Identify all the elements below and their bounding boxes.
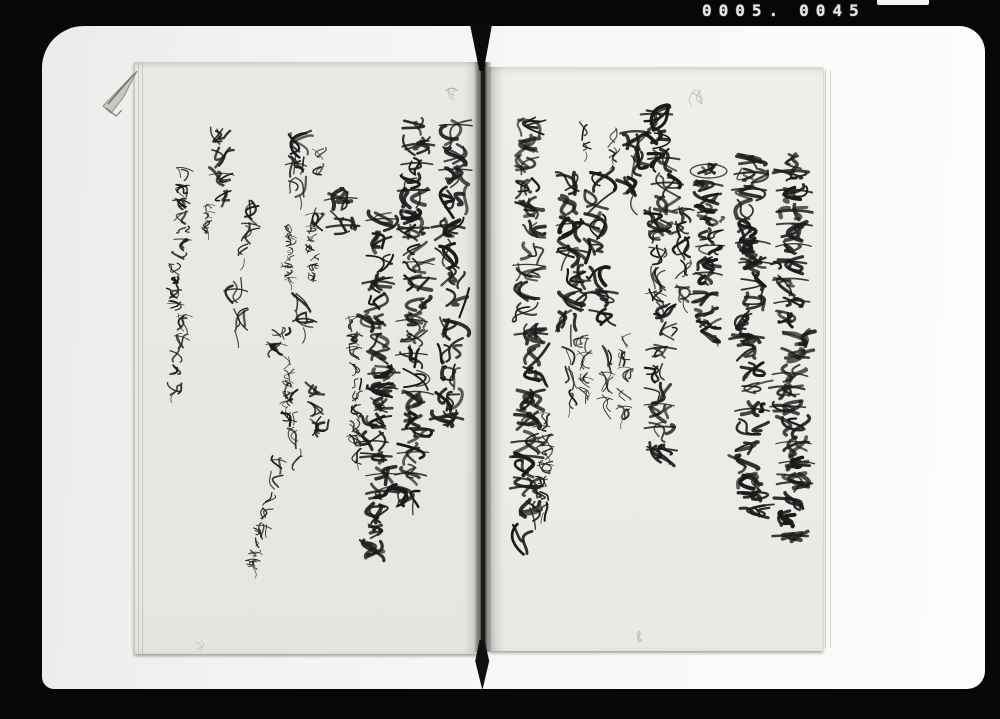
frame-counter-right: 0045 bbox=[799, 1, 866, 20]
binding-gutter-line bbox=[481, 64, 485, 650]
left-page bbox=[134, 62, 478, 654]
page-corner-fold bbox=[96, 68, 142, 124]
right-page-stack-edges bbox=[823, 70, 833, 648]
right-page bbox=[489, 67, 823, 651]
film-edge-tab bbox=[877, 0, 929, 5]
frame-counter-left: 0005. bbox=[702, 1, 786, 20]
frame-counter bbox=[702, 1, 866, 20]
